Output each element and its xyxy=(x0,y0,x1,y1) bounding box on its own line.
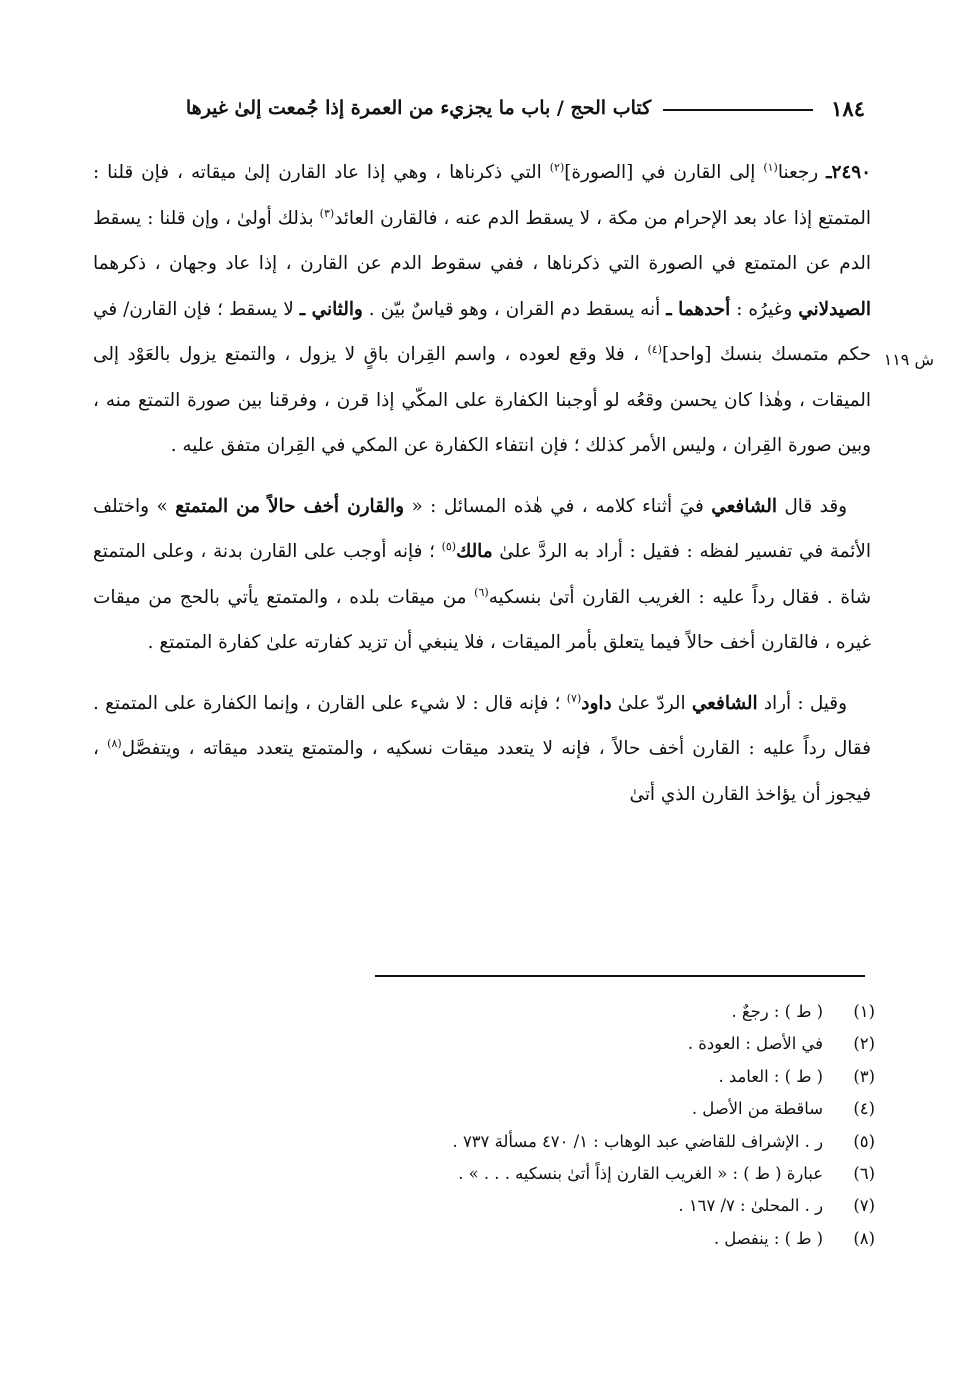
footnote-ref: (٥) xyxy=(441,539,457,553)
text-span: من ميقات بلده ، والمتمتع يأتي بالحج من ميقات غيره ، فالقارن أخف حالاً فيما يتعلق بأمر الميقات ، فلا ينبغي أن تزيد كفارته علىٰ كفارة المتمتع . xyxy=(93,586,871,653)
paragraph-dawud xyxy=(93,681,871,818)
footnote-text: ( ط ) : رجعٌ . xyxy=(731,1002,823,1021)
text-span: لا يسقط ؛ فإن القارن/ في حكم متمسك بنسك [واحد] xyxy=(93,298,871,365)
footnote-ref: (٨) xyxy=(107,736,122,750)
footnote-separator xyxy=(375,975,865,977)
footnote-text: ( ط ) : ينفصل . xyxy=(713,1228,823,1248)
footnote-ref: (١) xyxy=(763,160,778,174)
text-span: ؛ فإنه قال : لا شيء على القارن ، وإنما الكفارة على المتمتع . فقال رداً عليه : القارن أخف حالاً ، فإنه لا يتعدد ميقات نسكيه ، والمتمتع يتعدد ميقاته ، ويتفصَّل xyxy=(93,692,871,759)
bold-name: الشافعي xyxy=(711,495,777,517)
text-span: إلى القارن في [الصورة] xyxy=(564,162,764,183)
footnote-text: ر . الإشراف للقاضي عبد الوهاب : ١/ ٤٧٠ مسألة ٧٣٧ . xyxy=(452,1131,823,1151)
footnote-item xyxy=(300,1126,875,1158)
footnote-number: (٦) xyxy=(853,1164,875,1184)
running-header xyxy=(95,88,865,128)
footnote-number: (٧) xyxy=(853,1196,875,1216)
text-span: ، فيجوز أن يؤاخذ القارن الذي أتىٰ xyxy=(93,738,871,805)
footnote-ref: (٢) xyxy=(549,160,565,174)
text-span: فيَ أثناء كلامه ، في هٰذه المسائل : « xyxy=(403,495,712,517)
text-span: بذلك أولىٰ ، وإن قلنا : يسقط الدم عن المتمتع في الصورة التي ذكرناها ، ففي سقوط الدم عن القارن ، إذا عاد وجهان ، ذكرهما xyxy=(93,207,871,274)
footnote-item xyxy=(300,1223,875,1255)
paragraph-2490 xyxy=(93,150,871,469)
footnote-ref: (٣) xyxy=(319,206,335,220)
header-rule xyxy=(663,109,813,111)
footnote-item xyxy=(300,1061,875,1093)
text-span: ، فلا وقع لعوده ، واسم القِران باقٍ لا يزول ، والتمتع يزول بالعَوْد إلى الميقات ، وهٰذا كان يحسن وقعُه لو أوجبنا الكفارة على المكّي إذا قرن ، وفرقنا بين صورة التمتع منه ، وبين صورة القِران ، وليس الأمر كذلك ؛ فإن انتفاء الكفارة عن المكي في القِران متفق عليه . xyxy=(93,344,871,456)
margin-manuscript-note: ش ١١٩ xyxy=(883,350,934,369)
bold-term: والثاني ـ xyxy=(299,298,363,320)
main-text xyxy=(93,150,871,817)
bold-term: أحدهما ـ xyxy=(666,298,731,320)
footnote-number: (٤) xyxy=(853,1099,875,1119)
footnote-ref: (٤) xyxy=(647,342,663,356)
footnote-item xyxy=(300,1190,875,1222)
footnote-item xyxy=(300,1028,875,1060)
footnote-text: ساقطة من الأصل . xyxy=(691,1099,823,1119)
text-span: وغيرُه : xyxy=(730,298,799,320)
bold-name: مالك xyxy=(456,541,493,562)
text-span: التي ذكرناها ، وهي إذا عاد القارن إلىٰ ميقاته ، فإن قلنا : المتمتع إذا عاد بعد الإحرام من مكة ، لا يسقط الدم عنه ، فالقارن العائد xyxy=(93,162,871,229)
footnote-item xyxy=(300,1093,875,1125)
footnote-number: (٥) xyxy=(853,1131,875,1151)
text-span: وقيل : أراد xyxy=(757,692,847,714)
issue-number: ٢٤٩٠ـ xyxy=(826,162,871,183)
footnote-number: (١) xyxy=(853,1002,875,1021)
text-span: أنه يسقط دم القران ، وهو قياسٌ بيّن . xyxy=(362,298,667,320)
text-span: ؛ فإنه أوجب على القارن بدنة ، وعلى المتمتع شاة . فقال رداً عليه : الغريب القارن أتىٰ بنسكيه xyxy=(93,541,872,608)
footnote-text: ( ط ) : العامد . xyxy=(718,1066,823,1086)
footnote-ref: (٦) xyxy=(474,585,489,599)
running-title: كتاب الحج / باب ما يجزيء من العمرة إذا جُمعت إلىٰ غيرها xyxy=(185,97,652,119)
text-span: » واختلف الأئمة في تفسير لفظه : فقيل : أراد به الردَّ علىٰ xyxy=(93,495,871,562)
footnote-number: (٨) xyxy=(853,1228,875,1248)
footnote-text: ر . المحلىٰ : ٧/ ١٦٧ . xyxy=(678,1196,823,1216)
bold-name: الشافعي xyxy=(691,692,758,714)
text-span: رجعنا xyxy=(777,162,827,183)
footnote-number: (٣) xyxy=(853,1066,875,1086)
footnotes xyxy=(300,996,875,1255)
footnote-text: في الأصل : العودة . xyxy=(687,1034,823,1054)
paragraph-shafii-quote xyxy=(93,484,871,666)
bold-quote: والقارن أخف حالاً من المتمتع xyxy=(175,495,404,517)
footnote-ref: (٧) xyxy=(566,691,582,705)
bold-name: الصيدلاني xyxy=(798,298,872,320)
footnote-item xyxy=(300,996,875,1028)
footnote-text: عبارة ( ط ) : « الغريب القارن إذاً أتىٰ بنسكيه . . . » . xyxy=(458,1164,823,1184)
footnote-number: (٢) xyxy=(853,1034,875,1054)
text-span: الردّ علىٰ xyxy=(611,692,692,714)
page-number: ١٨٤ xyxy=(831,95,865,121)
text-span: وقد قال xyxy=(776,495,847,517)
footnote-item xyxy=(300,1158,875,1190)
bold-name: داود xyxy=(581,692,612,714)
